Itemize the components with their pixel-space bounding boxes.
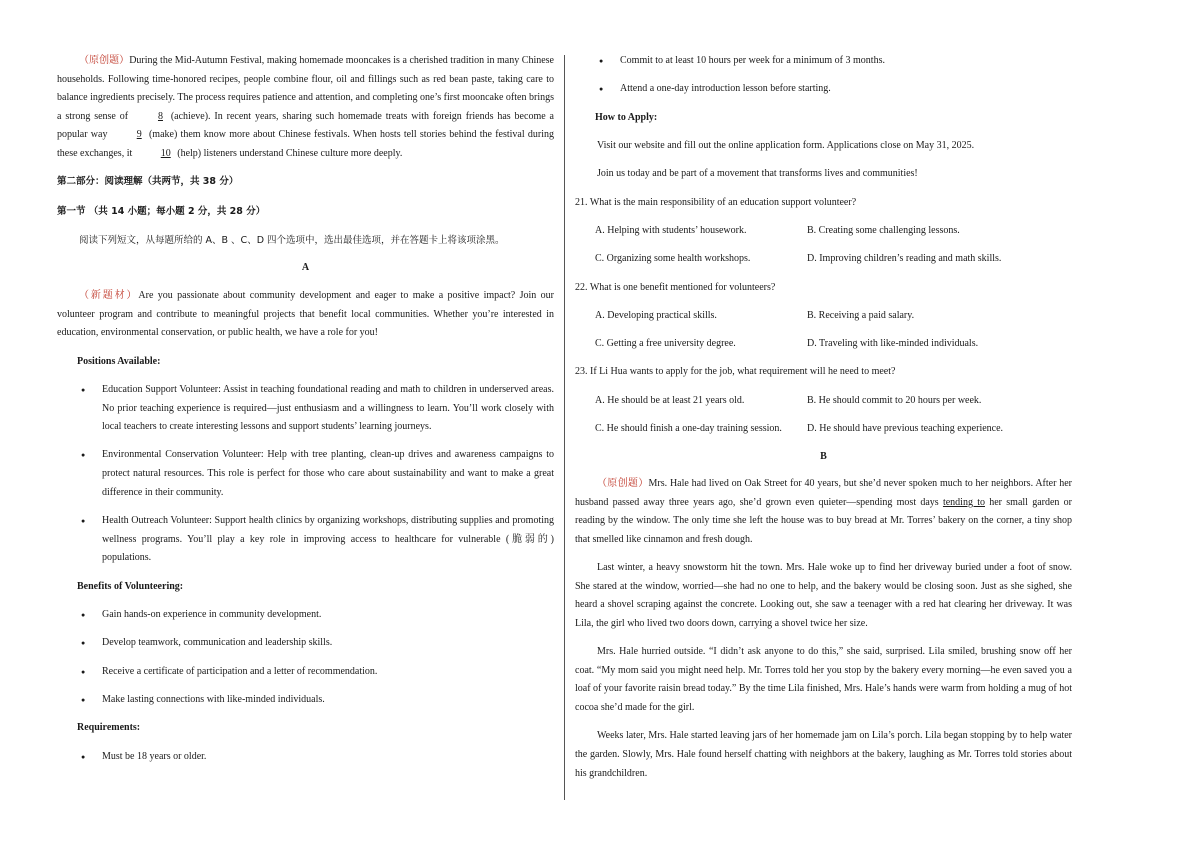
requirements-list-continued <box>575 52 1072 99</box>
question-21 <box>575 194 1072 269</box>
option-c: C. Getting a free university degree. <box>595 338 736 350</box>
option-b: B. He should commit to 20 hours per week. <box>807 394 982 406</box>
column-divider <box>564 55 565 800</box>
option-d: D. Traveling with like-minded individuals. <box>807 338 979 350</box>
benefits-heading: Benefits of Volunteering: <box>77 580 184 592</box>
instruction: 阅读下列短文，从每题所给的 A、B 、C、D 四个选项中，选出最佳选项，并在答题卡上将该项涂黑。 <box>79 234 505 246</box>
underlined-phrase: tending to <box>942 496 985 508</box>
list-item: ● Environmental Conservation Volunteer: Help with tree planting, clean-up drives and awareness campaigns to protect natural resources. This role is perfect for those who care about sustainability and want to make a great difference in their community. <box>57 446 554 502</box>
blank-9: 9 <box>136 129 142 141</box>
question-stem: 23. If Li Hua wants to apply for the job, what requirement will he need to meet? <box>575 366 896 378</box>
passage-b-paragraph-2: Last winter, a heavy snowstorm hit the town. Mrs. Hale woke up to find her driveway buried under a foot of snow. She stared at the window, worried—she had no one to help, and the bakery would be closing soon. Just as she sighed, she heard a shovel scraping against the concrete. Looking out, she saw a teenager with a red hat clearing her driveway. It was Lila, the girl who lived two doors down, carrying a shovel twice her size. <box>575 562 1072 629</box>
list-item: ● Develop teamwork, communication and leadership skills. <box>57 634 554 653</box>
passage-a-label: A <box>301 262 310 274</box>
question-stem: 21. What is the main responsibility of an education support volunteer? <box>575 196 857 208</box>
cloze-paragraph <box>57 52 554 164</box>
list-item: ● Receive a certificate of participation and a letter of recommendation. <box>57 663 554 682</box>
left-column <box>57 52 554 766</box>
option-d: D. Improving children’s reading and math skills. <box>807 253 1002 265</box>
part2-title: 第二部分：阅读理解（共两节，共 38 分） <box>57 175 239 187</box>
option-a: A. Helping with students’ housework. <box>595 225 747 236</box>
list-item: ● Gain hands-on experience in community development. <box>57 606 554 625</box>
apply-heading: How to Apply: <box>595 111 658 123</box>
requirements-list <box>57 748 554 767</box>
option-a: A. He should be at least 21 years old. <box>595 394 745 406</box>
list-item: ● Commit to at least 10 hours per week for a minimum of 3 months. <box>575 52 1072 71</box>
blank-10: 10 <box>160 147 171 159</box>
source-tag: （新题材） <box>79 289 139 301</box>
paragraph-text: her small garden or reading by the window. The only time she left the house was to buy bread at Mr. Torres’ bakery on the corner, a tiny shop that smelled like cinnamon and fresh dough. <box>575 496 1072 545</box>
intro-text: Are you passionate about community development and eager to make a positive impact? Join our volunteer program and contribute to meaningful projects that benefit local communities. Whether you’re interested in education, environmental conservation, or public health, we have a role for you! <box>57 289 554 339</box>
paragraph-text: Mrs. Hale had lived on Oak Street for 40 years, but she’d never spoken much to her neighbors. After her husband passed away three years ago, she’d grown even quieter—spending most days <box>575 478 1072 508</box>
question-22 <box>575 279 1072 354</box>
option-b: B. Receiving a paid salary. <box>807 309 915 321</box>
list-item: ● Make lasting connections with like-minded individuals. <box>57 691 554 710</box>
option-a: A. Developing practical skills. <box>595 309 717 321</box>
options <box>595 382 1072 439</box>
passage-b-label: B <box>820 450 827 462</box>
list-item: ● Health Outreach Volunteer: Support health clinics by organizing workshops, distributing supplies and promoting wellness programs. You’ll play a key role in improving access to healthcare for vulnerable (脆弱的) populations. <box>57 512 554 568</box>
question-stem: 22. What is one benefit mentioned for volunteers? <box>575 281 776 293</box>
apply-text: Visit our website and fill out the online application form. Applications close on May 31, 2025. <box>597 140 975 152</box>
join-text: Join us today and be part of a movement that transforms lives and communities! <box>597 168 918 180</box>
positions-heading: Positions Available: <box>77 355 161 367</box>
cloze-text: (help) listeners understand Chinese culture more deeply. <box>174 147 403 159</box>
option-c: C. He should finish a one-day training session. <box>595 422 782 434</box>
passage-b-paragraph-1 <box>575 475 1072 549</box>
list-item: ● Attend a one-day introduction lesson before starting. <box>575 80 1072 99</box>
source-tag: （原创题） <box>79 55 130 66</box>
section1-title: 第一节 （共 14 小题；每小题 2 分，共 28 分） <box>57 206 266 218</box>
passage-a-intro <box>57 287 554 343</box>
source-tag: （原创题） <box>597 478 649 490</box>
option-d: D. He should have previous teaching experience. <box>807 422 1004 434</box>
options <box>595 297 1072 354</box>
positions-list <box>57 381 554 568</box>
options <box>595 212 1072 269</box>
option-b: B. Creating some challenging lessons. <box>807 225 960 236</box>
list-item: ● Must be 18 years or older. <box>57 748 554 767</box>
right-column <box>575 52 1072 783</box>
requirements-heading: Requirements: <box>77 722 141 734</box>
list-item: ● Education Support Volunteer: Assist in teaching foundational reading and math to children in underserved areas. No prior teaching experience is required—just enthusiasm and a willingness to learn. You’ll work closely with local teachers to create interesting lessons and support students’ learning journeys. <box>57 381 554 437</box>
passage-b-paragraph-4: Weeks later, Mrs. Hale started leaving jars of her homemade jam on Lila’s porch. Lila began stopping by to help water the garden. Slowly, Mrs. Hale found herself chatting with neighbors at the bakery, laughing as Mr. Torres told stories about his grandchildren. <box>575 730 1072 779</box>
option-c: C. Organizing some health workshops. <box>595 253 751 265</box>
cloze-text: (make) them know more about Chinese festivals. When hosts tell stories behind the festival during these exchanges, it <box>57 129 554 159</box>
question-23 <box>575 363 1072 438</box>
passage-b-paragraph-3: Mrs. Hale hurried outside. “I didn’t ask anyone to do this,” she said, surprised. Lila smiled, brushing snow off her coat. “My mom said you might need help. Mr. Torres told her you stop by the bakery every morning—he even saved you a loaf of your favorite raisin bread today.” By the time Lila finished, Mrs. Hale’s hands were warm from holding a mug of hot cocoa she’d made for the girl. <box>575 646 1072 714</box>
cloze-text: (achieve). In recent years, sharing such homemade treats with foreign friends has become a popular way <box>57 110 554 141</box>
cloze-text: During the Mid-Autumn Festival, making homemade mooncakes is a cherished tradition in many Chinese households. Following time-honored recipes, people combine flour, oil and fillings such as red bean paste, taking care to balance ingredients precisely. The process requires patience and attention, and completing one’s first mooncake often brings a strong sense of <box>57 55 554 122</box>
blank-8: 8 <box>157 110 163 122</box>
benefits-list <box>57 606 554 709</box>
